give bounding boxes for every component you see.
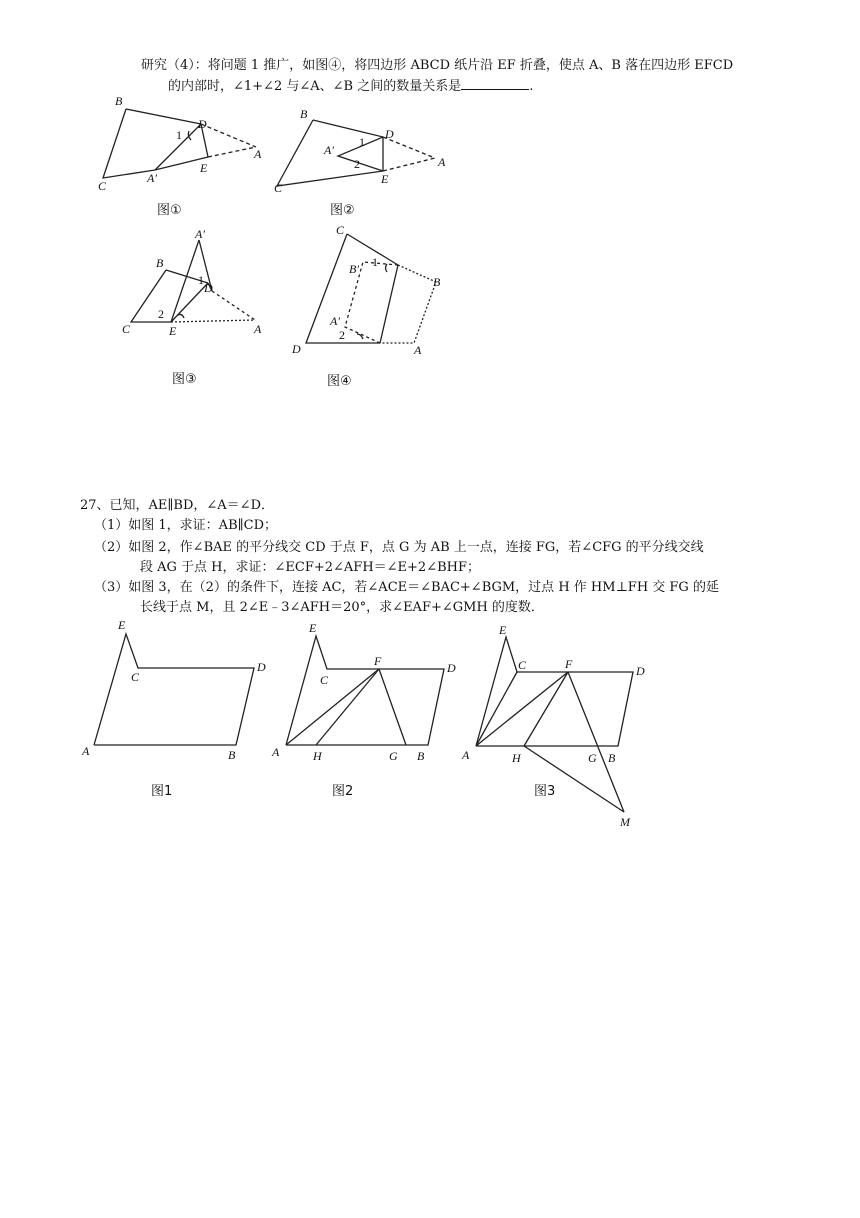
p27-question-3-line2: 长线于点 M，且 2∠E﹣3∠AFH＝20°，求∠EAF+∠GMH 的度数． bbox=[140, 600, 544, 615]
p27f3-label-F: F bbox=[565, 657, 573, 671]
p27f2-label-C: C bbox=[320, 673, 329, 687]
p27f3-label-E: E bbox=[499, 623, 507, 637]
fig4-label-2: 2 bbox=[339, 328, 345, 342]
fig3-label-A: A bbox=[254, 322, 262, 336]
p27f1-label-C: C bbox=[131, 670, 140, 684]
fig1-label-C: C bbox=[98, 179, 107, 193]
p27-question-2-line2: 段 AG 于点 H，求证：∠ECF+2∠AFH＝∠E+2∠BHF； bbox=[140, 560, 481, 575]
p27f2-label-B: B bbox=[417, 749, 425, 763]
p27f3-label-G: G bbox=[588, 751, 597, 765]
fig3-label-A-prime: A′ bbox=[195, 227, 205, 241]
fig1-label-1: 1 bbox=[176, 128, 182, 142]
figure-2 bbox=[277, 120, 435, 186]
research4-line1: 研究（4）：将问题 1 推广，如图④，将四边形 ABCD 纸片沿 EF 折叠，使点 A、B 落在四边形 EFCD bbox=[141, 58, 734, 73]
p27f2-label-E: E bbox=[309, 621, 317, 635]
fig3-label-D: D bbox=[204, 281, 213, 295]
fig3-label-1: 1 bbox=[198, 273, 204, 287]
fig1-label-A-prime: A′ bbox=[147, 171, 157, 185]
fig3-label-C: C bbox=[122, 322, 131, 336]
p27-question-3-line1: （3）如图 3，在（2）的条件下，连接 AC，若∠ACE＝∠BAC+∠BGM，过点 H 作 HM⊥FH 交 FG 的延 bbox=[94, 580, 719, 595]
p27f3-label-A: A bbox=[462, 748, 470, 762]
p27f3-label-B: B bbox=[608, 751, 616, 765]
fig3-label-2: 2 bbox=[158, 307, 164, 321]
fig2-label-D: D bbox=[385, 127, 394, 141]
fig2-label-B: B bbox=[300, 107, 308, 121]
p27-figure-2 bbox=[286, 636, 444, 745]
p27-caption-2: 图2 bbox=[332, 784, 354, 799]
p27-caption-3: 图3 bbox=[534, 784, 556, 799]
p27-question-2-line1: （2）如图 2，作∠BAE 的平分线交 CD 于点 F，点 G 为 AB 上一点，连接 FG，若∠CFG 的平分线交线 bbox=[94, 540, 704, 555]
p27f2-label-G: G bbox=[389, 749, 398, 763]
p27f1-label-E: E bbox=[118, 618, 126, 632]
fig2-label-A: A bbox=[438, 155, 446, 169]
p27f1-label-B: B bbox=[228, 748, 236, 762]
fig1-label-D: D bbox=[198, 117, 207, 131]
p27f3-label-C: C bbox=[518, 658, 527, 672]
p27-stem: 27、已知，AE∥BD，∠A＝∠D． bbox=[80, 498, 274, 513]
fig2-label-C: C bbox=[274, 181, 283, 195]
figure-1 bbox=[103, 109, 256, 178]
caption-figure-1: 图① bbox=[157, 203, 182, 218]
p27f3-label-M: M bbox=[620, 815, 630, 829]
fig4-label-B: B bbox=[433, 275, 441, 289]
fig2-label-2: 2 bbox=[354, 157, 360, 171]
p27-question-1: （1）如图 1，求证：AB∥CD； bbox=[94, 518, 277, 533]
figure-4 bbox=[306, 234, 436, 343]
p27f1-label-A: A bbox=[82, 744, 90, 758]
fig2-label-E: E bbox=[381, 172, 389, 186]
fig4-label-C: C bbox=[336, 223, 345, 237]
caption-figure-3: 图③ bbox=[172, 372, 197, 387]
p27f2-label-F: F bbox=[374, 654, 382, 668]
caption-figure-2: 图② bbox=[330, 203, 355, 218]
p27f3-label-D: D bbox=[636, 664, 645, 678]
p27-figure-1 bbox=[94, 634, 254, 745]
fig4-label-1: 1 bbox=[372, 255, 378, 269]
p27f2-label-H: H bbox=[313, 749, 322, 763]
research4-line2-end: . bbox=[529, 79, 534, 94]
fig3-label-E: E bbox=[169, 324, 177, 338]
fig4-label-A-prime: A′ bbox=[330, 314, 340, 328]
fig4-label-B-prime: B′ bbox=[349, 262, 359, 276]
research4-line2-text: 的内部时，∠1+∠2 与∠A、∠B 之间的数量关系是 bbox=[168, 79, 462, 94]
fig3-label-B: B bbox=[156, 256, 164, 270]
p27-caption-1: 图1 bbox=[151, 784, 173, 799]
fig1-label-E: E bbox=[200, 161, 208, 175]
p27f3-label-H: H bbox=[512, 751, 521, 765]
fig1-label-B: B bbox=[115, 94, 123, 108]
fig2-label-A-prime: A′ bbox=[324, 143, 334, 157]
p27f2-label-A: A bbox=[272, 745, 280, 759]
caption-figure-4: 图④ bbox=[327, 374, 352, 389]
figure-3 bbox=[131, 240, 255, 322]
fig1-label-A: A bbox=[254, 147, 262, 161]
fig4-label-A: A bbox=[414, 343, 422, 357]
fig4-label-D: D bbox=[292, 342, 301, 356]
p27f2-label-D: D bbox=[447, 661, 456, 675]
p27f1-label-D: D bbox=[257, 660, 266, 674]
fig2-label-1: 1 bbox=[359, 135, 365, 149]
